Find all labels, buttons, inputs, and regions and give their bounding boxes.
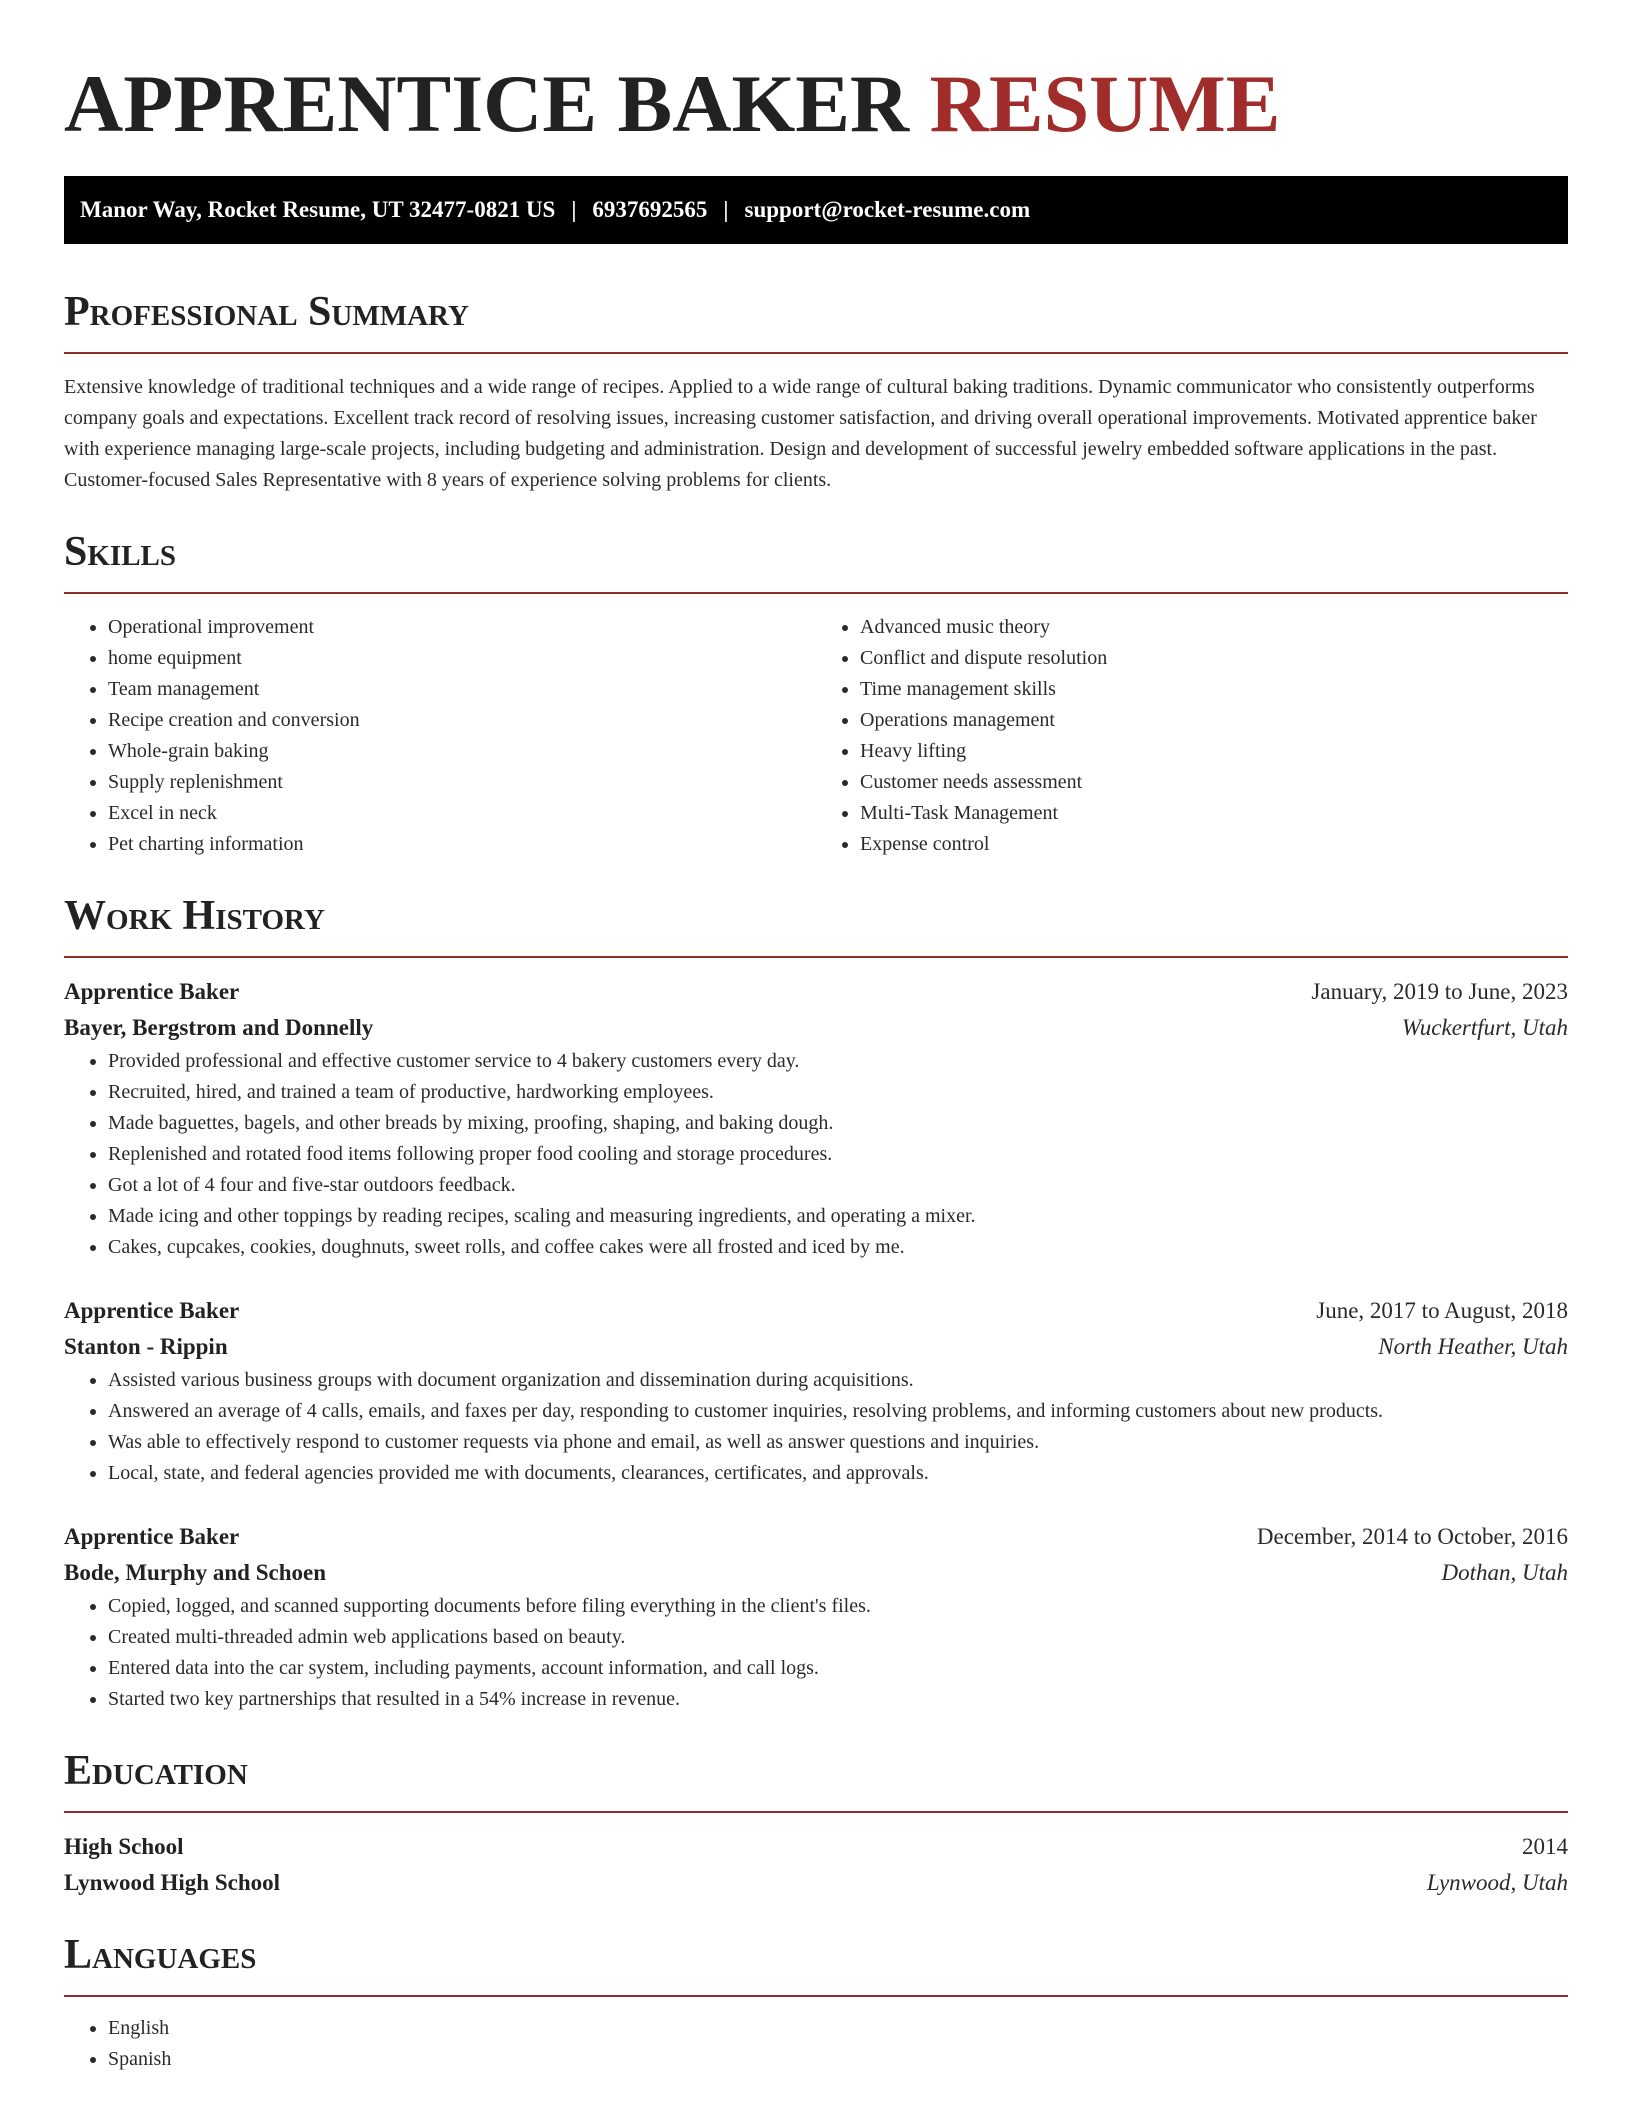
job-title-row (64, 1519, 1568, 1555)
education-year: 2014 (1522, 1834, 1568, 1859)
contact-separator: | (723, 197, 729, 222)
summary-heading: Professional Summary (64, 289, 469, 335)
job-duty: • Was able to effectively respond to customer requests via phone and email, as well as answer questions and inquiries. (108, 1427, 1568, 1458)
skill-item: • Customer needs assessment (860, 767, 1568, 798)
job-duty: • Local, state, and federal agencies provided me with documents, clearances, certificates, and approvals. (108, 1458, 1568, 1489)
job-duty: • Recruited, hired, and trained a team of productive, hardworking employees. (108, 1077, 1568, 1108)
skills-grid (64, 612, 1568, 860)
resume-title (64, 52, 1568, 156)
section-divider (64, 1811, 1568, 1813)
skill-item: • home equipment (108, 643, 816, 674)
job-dates: December, 2014 to October, 2016 (1256, 1524, 1568, 1549)
skills-section (64, 526, 1568, 860)
education-degree: High School (64, 1834, 184, 1859)
job-entry (64, 974, 1568, 1263)
education-degree-row (64, 1829, 1568, 1865)
summary-section (64, 286, 1568, 496)
job-duty: • Assisted various business groups with document organization and dissemination during acquisitions. (108, 1365, 1568, 1396)
job-entry (64, 1293, 1568, 1489)
job-dates: January, 2019 to June, 2023 (1311, 979, 1568, 1004)
job-duty: • Answered an average of 4 calls, emails, and faxes per day, responding to customer inquiries, resolving problems, and informing customers about new products. (108, 1396, 1568, 1427)
skill-item: • Advanced music theory (860, 612, 1568, 643)
education-entry (64, 1829, 1568, 1901)
education-school: Lynwood High School (64, 1870, 281, 1895)
skill-item: • Operational improvement (108, 612, 816, 643)
job-title: Apprentice Baker (64, 1524, 240, 1549)
section-divider (64, 352, 1568, 354)
skills-list-left (64, 612, 816, 860)
skills-column-right (816, 612, 1568, 860)
skill-item: • Whole-grain baking (108, 736, 816, 767)
skill-item: • Time management skills (860, 674, 1568, 705)
education-location: Lynwood, Utah (1426, 1870, 1568, 1895)
skill-item: • Supply replenishment (108, 767, 816, 798)
skills-heading: Skills (64, 529, 177, 575)
education-school-row (64, 1865, 1568, 1901)
job-duties-list (64, 1365, 1568, 1489)
job-entry (64, 1519, 1568, 1715)
skill-item: • Excel in neck (108, 798, 816, 829)
job-duties-list (64, 1591, 1568, 1715)
summary-text: Extensive knowledge of traditional techniques and a wide range of recipes. Applied to a wide range of cultural baking traditions. Dynamic communicator who consistently outperforms company goals and expectations. Excellent track record of resolving issues, increasing customer satisfaction, and driving overall operational improvements. Motivated apprentice baker with experience managing large-scale projects, including budgeting and administration. Design and development of successful jewelry embedded software applications in the past. Customer-focused Sales Representative with 8 years of experience solving problems for clients. (64, 376, 1537, 491)
job-duty: • Made icing and other toppings by reading recipes, scaling and measuring ingredients, and operating a mixer. (108, 1201, 1568, 1232)
job-duty: • Created multi-threaded admin web applications based on beauty. (108, 1622, 1568, 1653)
skills-list-right (816, 612, 1568, 860)
job-company: Bode, Murphy and Schoen (64, 1560, 327, 1585)
job-company-row (64, 1329, 1568, 1365)
job-company-row (64, 1010, 1568, 1046)
skill-item: • Recipe creation and conversion (108, 705, 816, 736)
section-divider (64, 956, 1568, 958)
skill-item: • Expense control (860, 829, 1568, 860)
education-heading: Education (64, 1748, 248, 1794)
language-item: • Spanish (108, 2044, 1568, 2075)
job-title-row (64, 974, 1568, 1010)
job-duty: • Provided professional and effective customer service to 4 bakery customers every day. (108, 1046, 1568, 1077)
skill-item: • Heavy lifting (860, 736, 1568, 767)
job-company: Stanton - Rippin (64, 1334, 228, 1359)
job-duty: • Made baguettes, bagels, and other breads by mixing, proofing, shaping, and baking dough. (108, 1108, 1568, 1139)
job-title: Apprentice Baker (64, 979, 240, 1004)
title-accent: RESUME (929, 58, 1281, 149)
languages-section (64, 1929, 1568, 2075)
contact-bar (64, 176, 1568, 244)
skill-item: • Operations management (860, 705, 1568, 736)
skill-item: • Pet charting information (108, 829, 816, 860)
job-title: Apprentice Baker (64, 1298, 240, 1323)
work-history-section (64, 890, 1568, 1715)
job-company: Bayer, Bergstrom and Donnelly (64, 1015, 374, 1040)
title-main: APPRENTICE BAKER (64, 58, 910, 149)
language-item: • English (108, 2013, 1568, 2044)
languages-list (64, 2013, 1568, 2075)
job-duty: • Started two key partnerships that resulted in a 54% increase in revenue. (108, 1684, 1568, 1715)
contact-address: Manor Way, Rocket Resume, UT 32477-0821 US (80, 197, 556, 222)
contact-separator: | (571, 197, 577, 222)
section-divider (64, 592, 1568, 594)
job-duty: • Entered data into the car system, including payments, account information, and call logs. (108, 1653, 1568, 1684)
job-duties-list (64, 1046, 1568, 1263)
contact-email: support@rocket-resume.com (744, 197, 1031, 222)
skill-item: • Conflict and dispute resolution (860, 643, 1568, 674)
job-dates: June, 2017 to August, 2018 (1316, 1298, 1568, 1323)
job-location: Wuckertfurt, Utah (1401, 1015, 1568, 1040)
job-title-row (64, 1293, 1568, 1329)
section-divider (64, 1995, 1568, 1997)
job-location: North Heather, Utah (1378, 1334, 1568, 1359)
work-history-heading: Work History (64, 893, 325, 939)
job-location: Dothan, Utah (1441, 1560, 1568, 1585)
education-section (64, 1745, 1568, 1901)
contact-phone: 6937692565 (592, 197, 708, 222)
job-company-row (64, 1555, 1568, 1591)
skills-column-left (64, 612, 816, 860)
job-duty: • Replenished and rotated food items following proper food cooling and storage procedures. (108, 1139, 1568, 1170)
skill-item: • Team management (108, 674, 816, 705)
job-duty: • Got a lot of 4 four and five-star outdoors feedback. (108, 1170, 1568, 1201)
job-duty: • Cakes, cupcakes, cookies, doughnuts, sweet rolls, and coffee cakes were all frosted and iced by me. (108, 1232, 1568, 1263)
skill-item: • Multi-Task Management (860, 798, 1568, 829)
job-duty: • Copied, logged, and scanned supporting documents before filing everything in the client's files. (108, 1591, 1568, 1622)
languages-heading: Languages (64, 1932, 257, 1978)
